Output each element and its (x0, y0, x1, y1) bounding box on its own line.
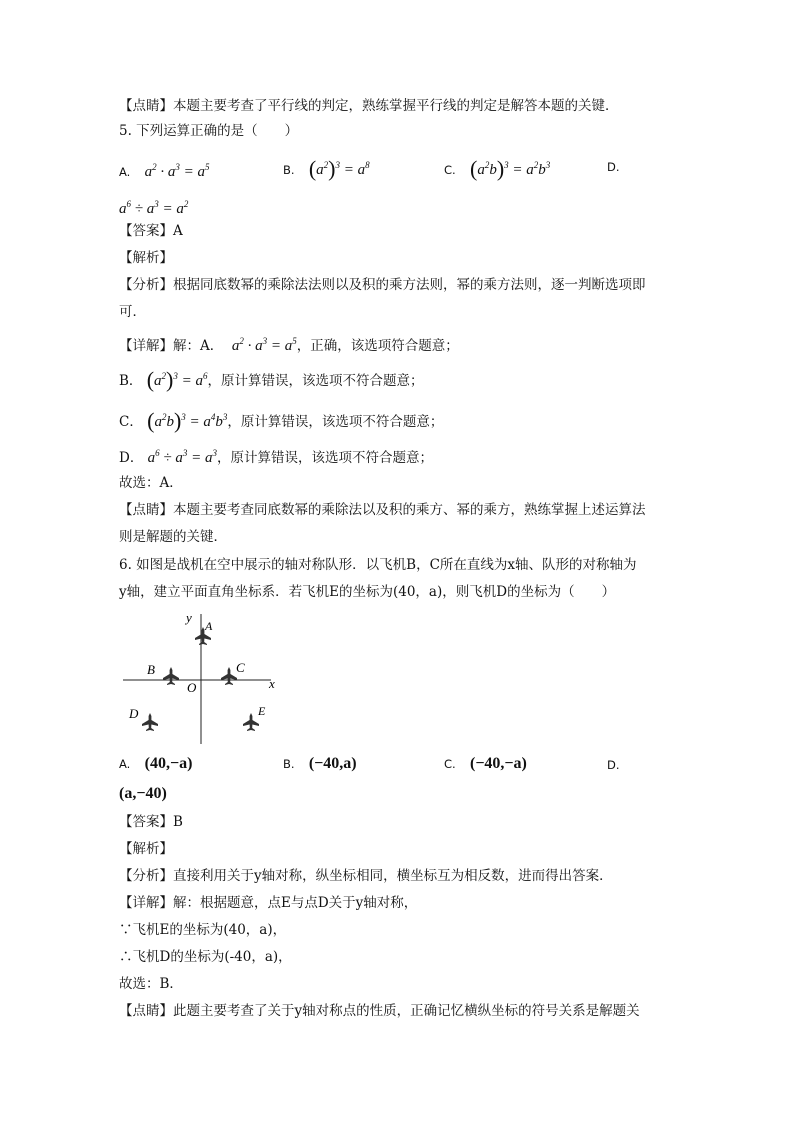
point-b-label: B (147, 662, 155, 677)
q6-option-c-label: C. (444, 757, 456, 771)
xiangjie-5-a: 【详解】解：A． $a^2 \cdot a^3 = a^5$，正确，该选项符合题意； (119, 336, 459, 354)
guxuan-5: 故选：A． (119, 475, 183, 491)
question-6-line2: y轴，建立平面直角坐标系．若飞机E的坐标为(40，a)，则飞机D的坐标为（ ） (119, 584, 616, 600)
fenxi-5-line1: 【分析】根据同底数幂的乘除法法则以及积的乘方法则，幂的乘方法则，逐一判断选项即 (119, 277, 646, 293)
q6-option-c-value: (−40,−a) (469, 755, 527, 772)
q5-option-b-label: B. (283, 163, 295, 177)
q5-option-b (283, 155, 370, 180)
answer-5: 【答案】A (119, 223, 183, 239)
q5-option-d-expr: $a^6 \div a^3 = a^2$ (119, 199, 189, 217)
q6-option-b-value: (−40,a) (308, 755, 357, 772)
xiangjie-5-b: B． $(a^2)^3 = a^6$，原计算错误，该选项不符合题意； (119, 367, 424, 392)
answer-6: 【答案】B (119, 814, 183, 830)
q5-option-d (607, 157, 630, 177)
plane-b-icon (163, 667, 179, 685)
origin-label: O (187, 680, 197, 695)
formation-figure (119, 608, 289, 748)
q6-option-d (607, 755, 630, 775)
q6-option-b-label: B. (283, 757, 295, 771)
fenxi-6: 【分析】直接利用关于y轴对称，纵坐标相同，横坐标互为相反数，进而得出答案． (119, 868, 613, 884)
plane-d-icon (142, 713, 158, 731)
q5-option-c (444, 155, 550, 180)
dianjing-5-line2: 则是解题的关键． (119, 529, 227, 545)
q5-option-a-label: A. (119, 165, 131, 179)
point-e-label: E (258, 704, 266, 718)
y-axis-label: y (186, 610, 192, 625)
fenxi-5-line2: 可． (119, 304, 146, 320)
q6-option-a-value: (40,−a) (144, 755, 193, 772)
point-c-label: C (236, 660, 245, 675)
q6-option-c (444, 754, 527, 774)
dianjing-5-line1: 【点睛】本题主要考查同底数幂的乘除法以及积的乘方、幂的乘方，熟练掌握上述运算法 (119, 502, 646, 518)
xiangjie-5-c: C． $(a^2b)^3 = a^4b^3$，原计算错误，该选项不符合题意； (119, 408, 444, 433)
plane-c-icon (221, 667, 237, 685)
jiexi-5: 【解析】 (119, 250, 173, 266)
q5-option-d-label: D. (607, 160, 620, 174)
q5-option-c-expr: $(a^2b)^3 = a^2b^3$ (469, 156, 551, 181)
question-6-line1: 6. 如图是战机在空中展示的轴对称队形．以飞机B，C所在直线为x轴、队形的对称轴为 (119, 557, 637, 573)
dianjing-4: 【点睛】本题主要考查了平行线的判定，熟练掌握平行线的判定是解答本题的关键． (119, 98, 619, 114)
q6-option-a (119, 754, 192, 774)
jiexi-6: 【解析】 (119, 841, 173, 857)
plane-e-icon (243, 713, 259, 731)
q6-option-a-label: A. (119, 757, 131, 771)
guxuan-6: 故选：B． (119, 976, 183, 992)
q5-option-b-expr: $(a^2)^3 = a^8$ (308, 156, 370, 181)
q6-option-d-value: (a,−40) (119, 785, 167, 802)
point-d-label: D (129, 706, 139, 721)
x-axis-label: x (269, 676, 275, 691)
question-5-stem: 5. 下列运算正确的是（ ） (119, 123, 299, 139)
q5-option-a (119, 157, 210, 182)
q6-option-d-label: D. (607, 758, 620, 772)
point-a-label: A (205, 619, 213, 633)
q6-option-b (283, 754, 357, 774)
since-6: ∵飞机E的坐标为(40，a)， (119, 922, 287, 938)
xiangjie-6: 【详解】解：根据题意，点E与点D关于y轴对称， (119, 895, 418, 911)
xiangjie-5-d: D． $a^6 \div a^3 = a^3$，原计算错误，该选项不符合题意； (119, 448, 433, 466)
therefore-6: ∴飞机D的坐标为(-40，a)， (119, 949, 292, 965)
q5-option-a-expr: $a^2 \cdot a^3 = a^5$ (144, 162, 210, 180)
dianjing-6: 【点睛】此题主要考查了关于y轴对称点的性质，正确记忆横纵坐标的符号关系是解题关 (119, 1003, 640, 1019)
q5-option-c-label: C. (444, 163, 456, 177)
